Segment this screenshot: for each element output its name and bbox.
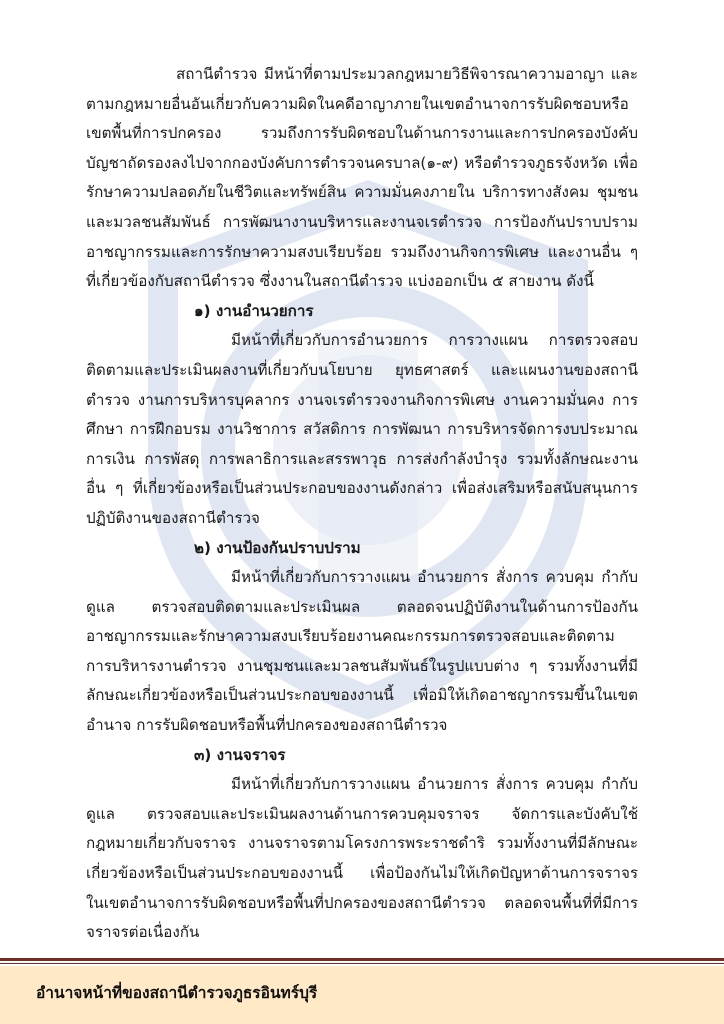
section-body-administration: มีหน้าที่เกี่ยวกับการอำนวยการ การวางแผน การตรวจสอบติดตามและประเมินผลงานที่เกี่ยวกับนโยบาย ยุทธศาสตร์ และแผนงานของสถานีตำรวจ งานการบริหารบุคลากร งานจเรตำรวจงานกิจการพิเศษ งานความมั่นคง การศึกษา การฝึกอบรม งานวิชาการ สวัสดิการ การพัฒนา การบริหารจัดการงบประมาณ การเงิน การพัสดุ การพลาธิการและสรรพาวุธ การส่งกำลังบำรุง รวมทั้งลักษณะงานอื่น ๆ ที่เกี่ยวข้องหรือเป็นส่วนประกอบของงานดังกล่าว เพื่อส่งเสริมหรือสนับสนุนการปฏิบัติงานของสถานีตำรวจ (86, 331, 638, 527)
intro-paragraph: สถานีตำรวจ มีหน้าที่ตามประมวลกฎหมายวิธีพิจารณาความอาญา และตามกฎหมายอื่นอันเกี่ยวกับความผิดในคดีอาญาภายในเขตอำนาจการรับผิดชอบหรือเขตพื้นที่การปกครอง รวมถึงการรับผิดชอบในด้านการงานและการปกครองบังคับบัญชาถัดรองลงไปจากกองบังคับการตำรวจนครบาล(๑-๙) หรือตำรวจภูธรจังหวัด เพื่อรักษาความปลอดภัยในชีวิตและทรัพย์สิน ความมั่นคงภายใน บริการทางสังคม ชุมชน และมวลชนสัมพันธ์ การพัฒนางานบริหารและงานจเรตำรวจ การป้องกันปราบปรามอาชญากรรมและการรักษาความสงบเรียบร้อย รวมถึงงานกิจการพิเศษ และงานอื่น ๆ ที่เกี่ยวข้องกับสถานีตำรวจ ซึ่งงานในสถานีตำรวจ แบ่งออกเป็น ๕ สายงาน ดังนี้ (86, 65, 638, 291)
section-heading-administration: ๑) งานอำนวยการ (194, 301, 314, 320)
section-body-crime-prevention: มีหน้าที่เกี่ยวกับการวางแผน อำนวยการ สั่งการ ควบคุม กำกับดูแล ตรวจสอบติดตามและประเมินผล ตลอดจนปฏิบัติงานในด้านการป้องกันอาชญากรรมและรักษาความสงบเรียบร้อยงานคณะกรรมการตรวจสอบและติดตามการบริหารงานตำรวจ งานชุมชนและมวลชนสัมพันธ์ในรูปแบบต่าง ๆ รวมทั้งงานที่มีลักษณะเกี่ยวข้องหรือเป็นส่วนประกอบของงานนี้ เพื่อมิให้เกิดอาชญากรรมขึ้นในเขตอำนาจ การรับผิดชอบหรือพื้นที่ปกครองของสถานีตำรวจ (86, 568, 638, 735)
section-heading-traffic: ๓) งานจราจร (194, 745, 286, 764)
section-body-traffic: มีหน้าที่เกี่ยวกับการวางแผน อำนวยการ สั่งการ ควบคุม กำกับดูแล ตรวจสอบและประเมินผลงานด้านการควบคุมจราจร จัดการและบังคับใช้กฎหมายเกี่ยวกับจราจร งานจราจรตามโครงการพระราชดำริ รวมทั้งงานที่มีลักษณะเกี่ยวข้องหรือเป็นส่วนประกอบของงานนี้ เพื่อป้องกันไม่ให้เกิดปัญหาด้านการจราจร ในเขตอำนาจการรับผิดชอบหรือพื้นที่ปกครองของสถานีตำรวจ ตลอดจนพื้นที่ที่มีการจราจรต่อเนื่องกัน (86, 775, 638, 942)
footer-divider-thin (0, 963, 724, 964)
section-heading-crime-prevention: ๒) งานป้องกันปราบปราม (194, 538, 361, 557)
footer-divider-thick (0, 958, 724, 961)
document-body (86, 60, 638, 948)
footer-title: อำนาจหน้าที่ของสถานีตำรวจภูธรอินทร์บุรี (36, 984, 318, 1002)
